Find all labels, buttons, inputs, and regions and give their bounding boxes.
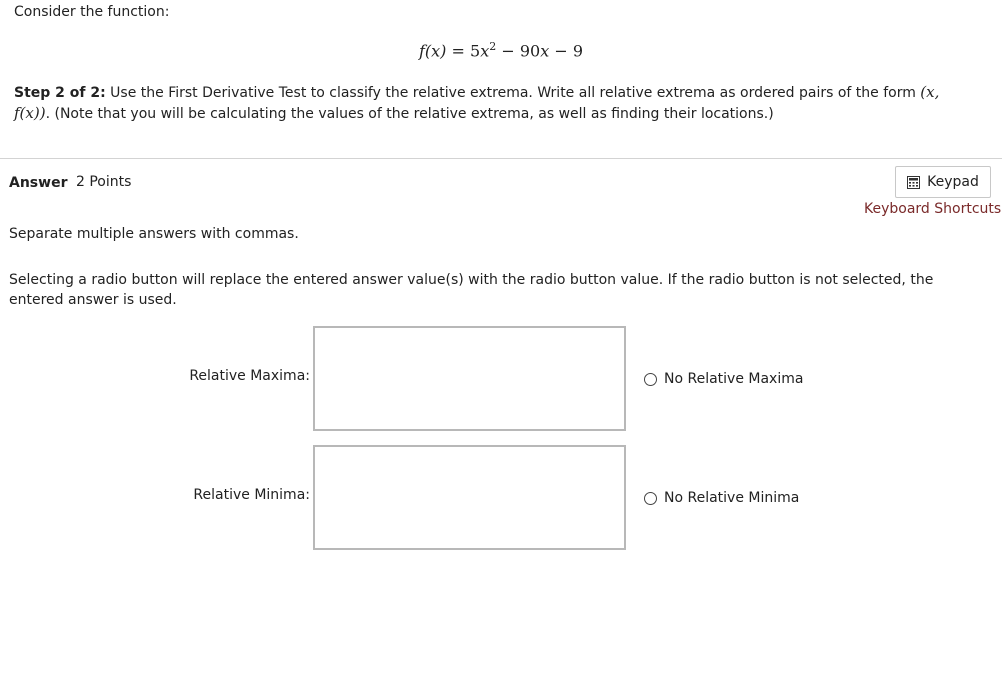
question-intro: Consider the function: — [14, 4, 170, 20]
radio-note: Selecting a radio button will replace the entered answer value(s) with the radio button value. If the radio button is not selected, the entered answer is used. — [9, 272, 934, 308]
no-relative-maxima-label: No Relative Maxima — [664, 371, 804, 387]
formula-var2: x — [540, 41, 550, 61]
relative-maxima-input[interactable] — [313, 326, 626, 431]
formula-coef1: 5 — [470, 41, 481, 61]
step-instructions — [14, 82, 979, 124]
no-relative-minima-label: No Relative Minima — [664, 490, 800, 506]
points-label: 2 Points — [76, 174, 132, 190]
formula-minus1: − — [501, 41, 515, 61]
no-relative-minima-radio[interactable] — [644, 490, 799, 506]
calculator-icon — [907, 176, 920, 189]
formula-equals: = — [451, 41, 465, 61]
step-math: (x, f(x)) — [14, 83, 940, 122]
answer-label: Answer — [9, 175, 68, 191]
keyboard-shortcuts-link[interactable]: Keyboard Shortcuts — [864, 201, 1002, 217]
section-divider — [0, 158, 1002, 159]
relative-minima-input[interactable] — [313, 445, 626, 550]
formula-exp1: 2 — [489, 40, 497, 53]
formula-constant: 9 — [572, 41, 583, 61]
relative-minima-label: Relative Minima: — [193, 487, 310, 503]
no-relative-maxima-radio[interactable] — [644, 371, 803, 387]
step-label: Step 2 of 2: — [14, 85, 106, 101]
keypad-button[interactable] — [895, 166, 991, 198]
relative-maxima-label: Relative Maxima: — [189, 368, 310, 384]
formula-lhs: f(x) — [418, 41, 447, 61]
formula-minus2: − — [554, 41, 568, 61]
radio-circle-icon[interactable] — [644, 492, 657, 505]
radio-circle-icon[interactable] — [644, 373, 657, 386]
formula-var1: x — [480, 41, 490, 61]
separate-note: Separate multiple answers with commas. — [9, 226, 299, 242]
step-text-before: Use the First Derivative Test to classify the relative extrema. Write all relative extrema as ordered pairs of the form — [105, 85, 921, 101]
keypad-label: Keypad — [927, 174, 979, 190]
function-formula — [0, 40, 1002, 60]
formula-term2: 90 — [519, 41, 541, 61]
step-text-after: . (Note that you will be calculating the values of the relative extrema, as well as finding their locations.) — [45, 106, 774, 122]
